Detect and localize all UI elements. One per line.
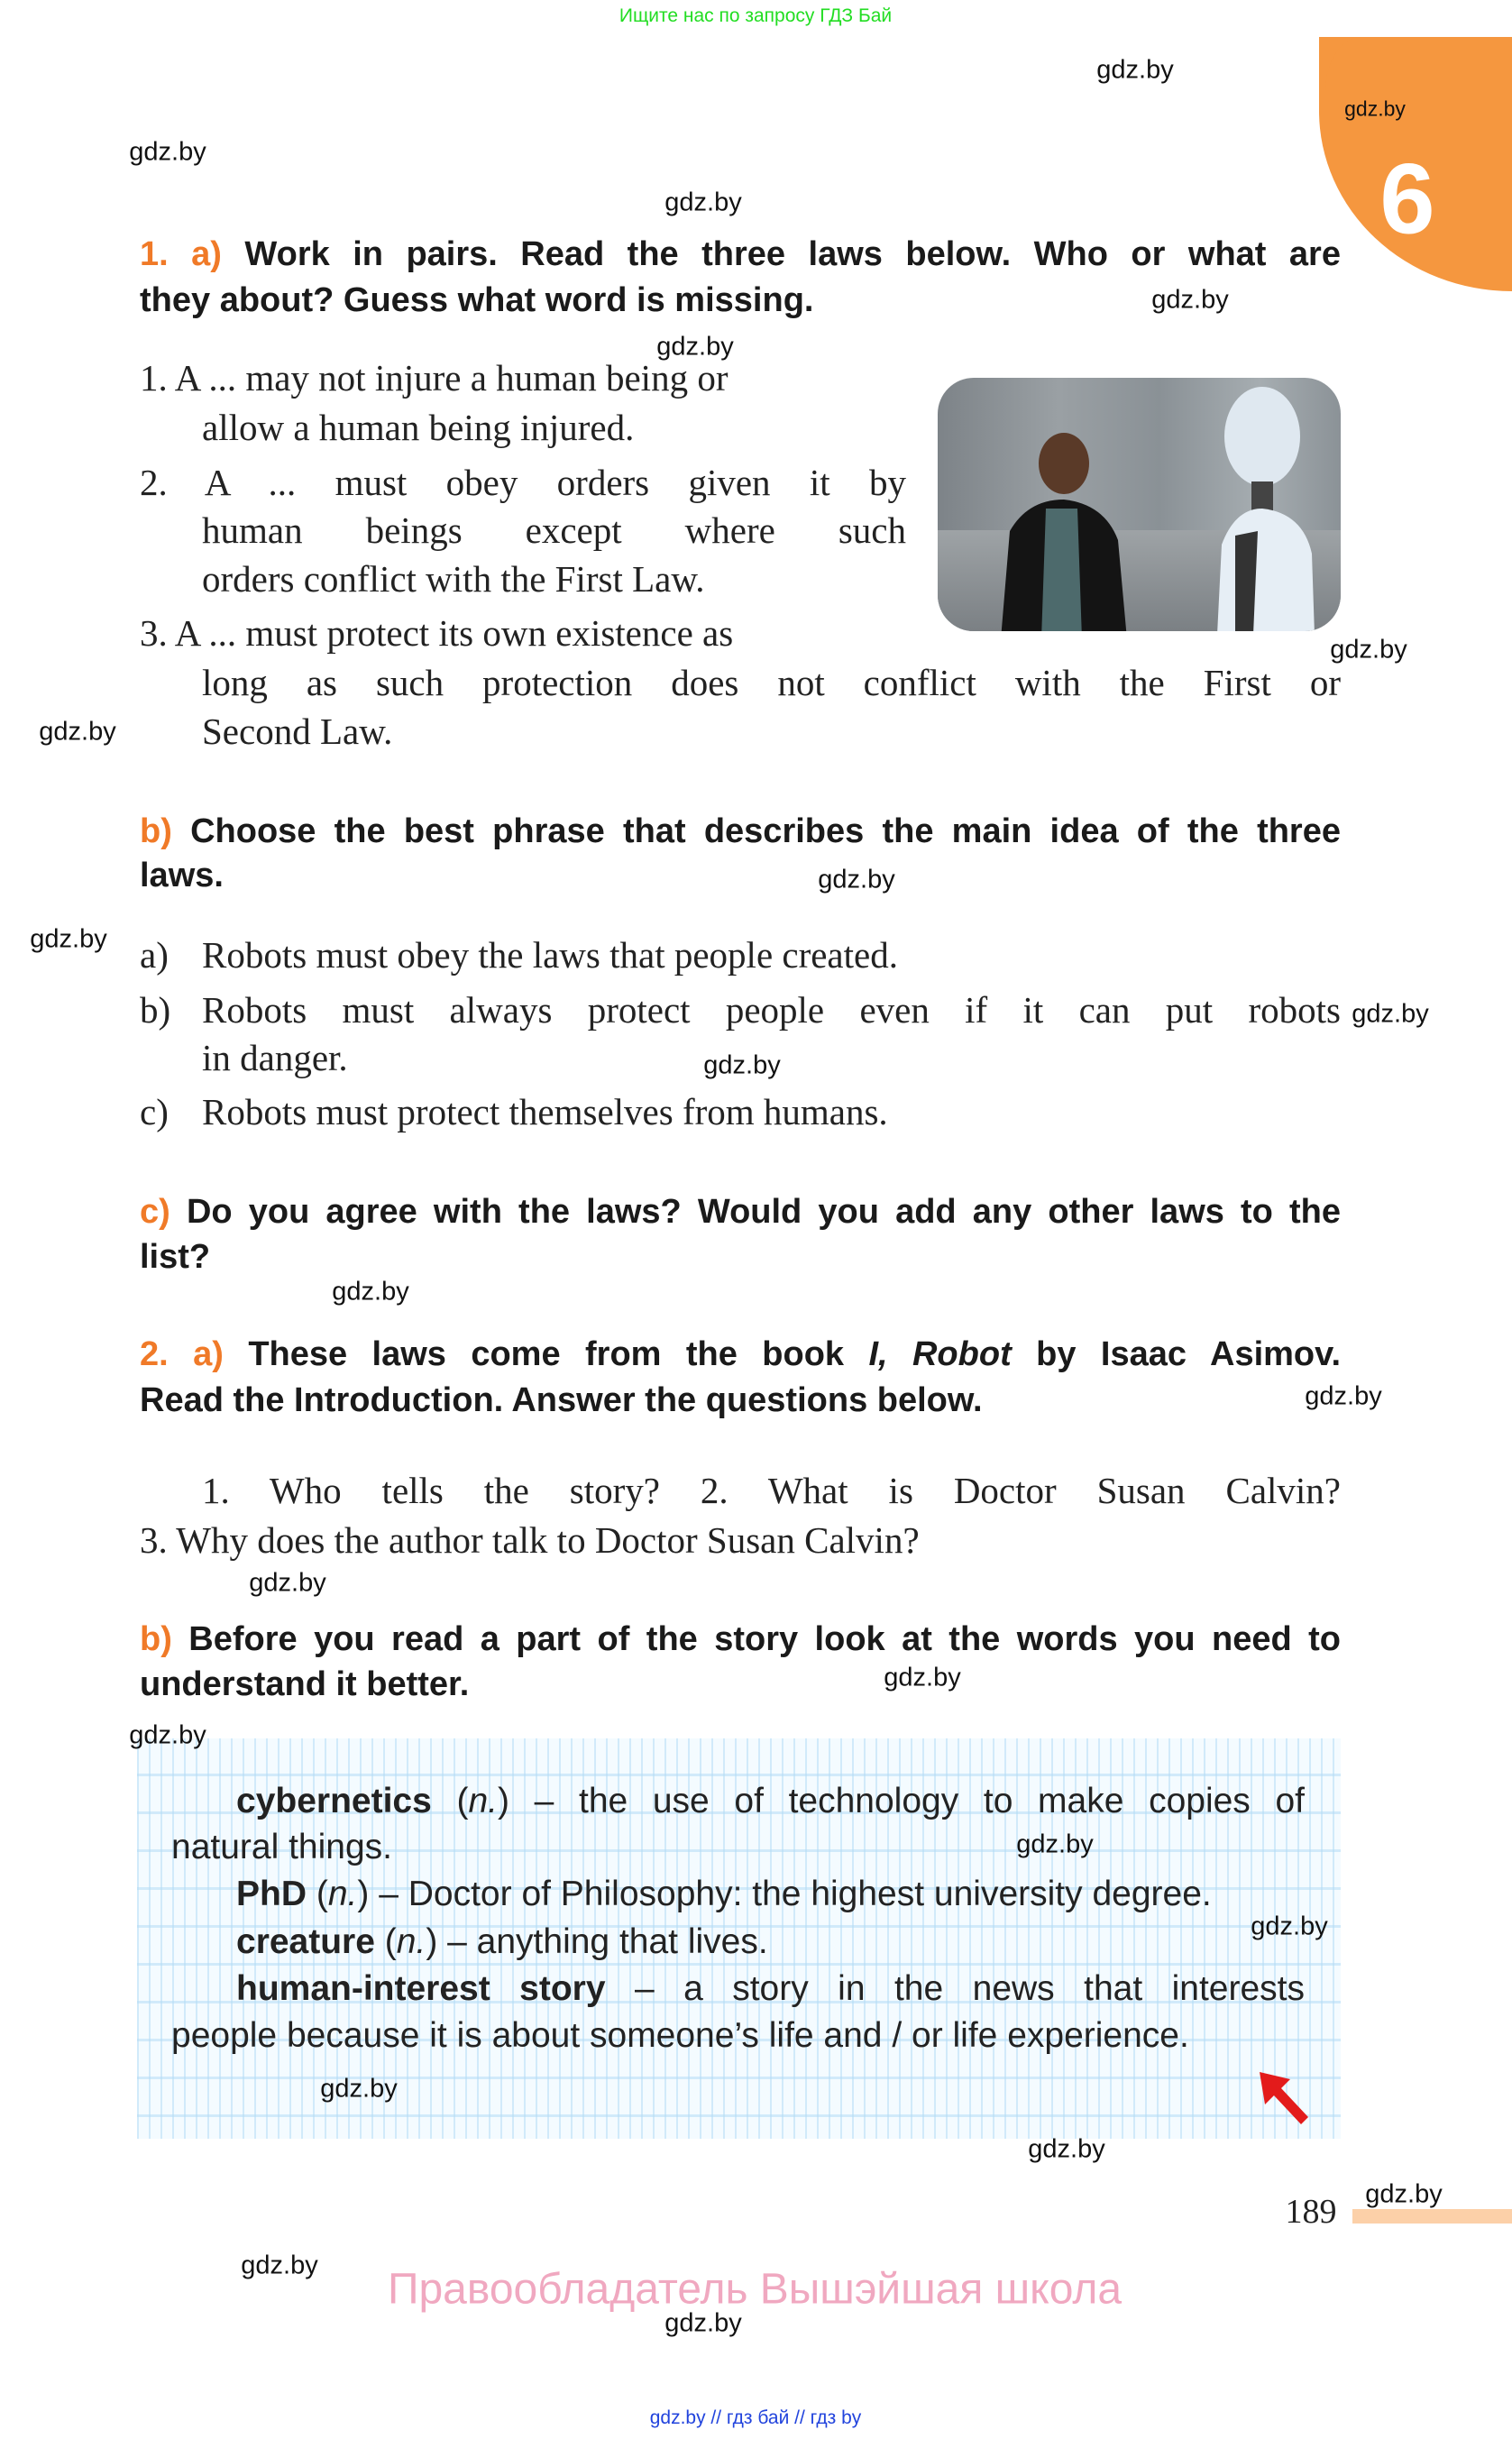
glossary-entry-cybernetics	[236, 1780, 1305, 1823]
heading-text: by Isaac Asimov.	[1036, 1335, 1342, 1373]
man-figure	[992, 423, 1127, 631]
heading-text: Choose the best phrase that describes the main idea of the three	[190, 812, 1341, 850]
watermark: gdz.by	[884, 1663, 961, 1692]
footer-links[interactable]: gdz.by // гдз бай // гдз by	[649, 2407, 862, 2428]
exercise-number: b)	[140, 1620, 172, 1658]
watermark: gdz.by	[1352, 999, 1429, 1029]
exercise-number: c)	[140, 1193, 170, 1231]
law-1: 1. A ... may not injure a human being or	[140, 357, 729, 399]
paren: )	[497, 1782, 509, 1820]
watermark: gdz.by	[703, 1050, 781, 1080]
heading-text: These laws come from the book	[248, 1335, 845, 1373]
heading-text: Before you read a part of the story look at the words you need to	[188, 1620, 1341, 1658]
exercise-number: b)	[140, 812, 172, 850]
law-1-cont: allow a human being injured.	[202, 407, 635, 448]
law-3-cont2: Second Law.	[202, 711, 393, 752]
watermark: gdz.by	[332, 1277, 409, 1307]
watermark: gdz.by	[1096, 55, 1174, 85]
watermark: gdz.by	[129, 1720, 206, 1750]
law-2-cont2: orders conflict with the First Law.	[202, 558, 705, 600]
watermark: gdz.by	[249, 1568, 326, 1598]
chapter-tab-top	[1325, 37, 1512, 91]
watermark: gdz.by	[818, 865, 895, 894]
watermark: gdz.by	[129, 137, 206, 167]
definition: – anything that lives.	[437, 1922, 768, 1961]
option-b-cont: in danger.	[202, 1037, 348, 1078]
exercise-1b-heading-line2: laws.	[140, 857, 224, 894]
watermark: gdz.by	[656, 332, 734, 362]
exercise-1a-heading-line2: they about? Guess what word is missing.	[140, 281, 814, 319]
exercise-number: 1. a)	[140, 235, 222, 273]
law-3: 3. A ... must protect its own existence as	[140, 612, 734, 654]
option-b: Robots must always protect people even if it can put robots	[202, 989, 1341, 1031]
exercise-2a-heading-line2: Read the Introduction. Answer the questions below.	[140, 1381, 983, 1419]
exercise-1c-heading	[140, 1194, 1341, 1230]
glossary-entry-human-interest-story-cont: people because it is about someone’s life and / or life experience.	[171, 2016, 1189, 2055]
option-c-letter: c)	[140, 1091, 169, 1132]
exercise-1c-heading-line2: list?	[140, 1238, 211, 1276]
glossary-entry-human-interest-story	[236, 1967, 1305, 2011]
definition: – Doctor of Philosophy: the highest university degree.	[369, 1875, 1212, 1913]
paren: (	[456, 1782, 469, 1820]
law-3-cont: long as such protection does not conflict with the First or	[202, 662, 1341, 703]
paren: (	[384, 1922, 397, 1961]
exercise-number: 2. a)	[140, 1335, 224, 1373]
chapter-number: 6	[1379, 143, 1435, 255]
paren: (	[316, 1875, 328, 1913]
watermark: gdz.by	[664, 2308, 742, 2338]
exercise-2b-heading	[140, 1621, 1341, 1657]
term: creature	[236, 1922, 375, 1961]
top-search-banner[interactable]: Ищите нас по запросу ГДЗ Бай	[619, 5, 893, 26]
glossary-entry-creature	[236, 1921, 768, 1964]
term: human-interest story	[236, 1969, 606, 2008]
watermark: gdz.by	[1365, 2179, 1443, 2209]
watermark: gdz.by	[1251, 1912, 1328, 1941]
watermark: gdz.by	[1028, 2134, 1105, 2164]
part-of-speech: n.	[396, 1922, 426, 1961]
page-number: 189	[1285, 2193, 1337, 2231]
law-2-cont: human beings except where such	[202, 509, 906, 551]
watermark: gdz.by	[30, 924, 107, 954]
heading-text: Do you agree with the laws? Would you add any other laws to the	[186, 1193, 1342, 1231]
watermark: gdz.by	[1305, 1381, 1382, 1411]
questions-line1: 1. Who tells the story? 2. What is Doctor Susan Calvin?	[202, 1470, 1341, 1511]
robot-figure	[1208, 382, 1316, 631]
exercise-2b-heading-line2: understand it better.	[140, 1665, 470, 1703]
watermark: gdz.by	[1344, 96, 1406, 121]
law-2: 2. A ... must obey orders given it by	[140, 462, 906, 503]
part-of-speech: n.	[327, 1875, 358, 1913]
book-title: I, Robot	[868, 1335, 1012, 1373]
option-a-letter: a)	[140, 934, 169, 976]
paren: )	[426, 1922, 438, 1961]
watermark: gdz.by	[1151, 285, 1229, 315]
option-c: Robots must protect themselves from humans.	[202, 1091, 888, 1132]
red-arrow-icon	[1258, 2070, 1312, 2126]
i-robot-photo	[938, 378, 1341, 631]
chapter-tab-mask	[1319, 0, 1512, 37]
watermark: gdz.by	[1330, 635, 1407, 665]
watermark: gdz.by	[241, 2251, 318, 2280]
option-a: Robots must obey the laws that people created.	[202, 934, 898, 976]
definition: – a story in the news that interests	[605, 1969, 1305, 2008]
watermark: gdz.by	[664, 188, 742, 217]
questions-line2: 3. Why does the author talk to Doctor Susan Calvin?	[140, 1519, 920, 1561]
exercise-2a-heading	[140, 1336, 1341, 1372]
option-b-letter: b)	[140, 989, 171, 1031]
exercise-1b-heading	[140, 813, 1341, 849]
paren: )	[357, 1875, 370, 1913]
watermark: gdz.by	[1016, 1829, 1094, 1859]
watermark: gdz.by	[39, 717, 116, 747]
exercise-1a-heading	[140, 236, 1341, 272]
term: PhD	[236, 1875, 307, 1913]
definition: – the use of technology to make copies of	[509, 1782, 1305, 1820]
heading-text: Work in pairs. Read the three laws below. Who or what are	[244, 235, 1341, 273]
glossary-entry-phd	[236, 1873, 1212, 1916]
glossary-entry-cybernetics-cont: natural things.	[171, 1828, 392, 1866]
watermark: gdz.by	[320, 2074, 398, 2104]
part-of-speech: n.	[468, 1782, 498, 1820]
term: cybernetics	[236, 1782, 432, 1820]
page-bar	[1352, 2209, 1512, 2224]
publisher-watermark: Правообладатель Вышэйшая школа	[387, 2265, 1123, 2314]
